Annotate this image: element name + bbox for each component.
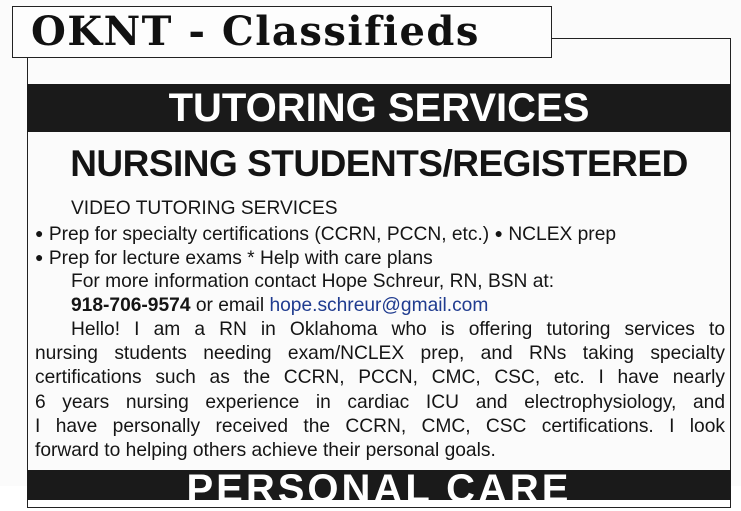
paragraph-line: forward to helping others achieve their personal goals. bbox=[35, 439, 496, 461]
email-prefix: or email bbox=[195, 294, 265, 316]
bullet-icon: ● bbox=[494, 225, 503, 242]
bullet-line-1 bbox=[35, 221, 725, 245]
bullet-text-specialty: Prep for specialty certifications (CCRN, PCCN, etc.) bbox=[48, 224, 490, 246]
next-section-banner: PERSONAL CARE bbox=[27, 470, 731, 500]
ad-paragraph bbox=[35, 318, 725, 463]
paragraph-line: I have personally received the CCRN, CMC, CSC certifications. I look bbox=[35, 415, 725, 437]
email-link[interactable]: hope.schreur@gmail.com bbox=[269, 294, 489, 316]
bullet-text-lecture: Prep for lecture exams * Help with care plans bbox=[48, 248, 433, 270]
contact-intro: For more information contact Hope Schreur, RN, BSN at: bbox=[71, 270, 555, 292]
paragraph-line: Hello! I am a RN in Oklahoma who is offering tutoring services to bbox=[71, 318, 725, 340]
contact-line bbox=[35, 294, 725, 318]
ad-headline: NURSING STUDENTS/REGISTERED bbox=[70, 143, 688, 184]
bullet-line-2 bbox=[35, 245, 725, 269]
paragraph-line: certifications such as the CCRN, PCCN, CMC, CSC, etc. I have nearly bbox=[35, 367, 725, 389]
phone-number: 918-706-9574 bbox=[71, 294, 191, 316]
masthead bbox=[12, 6, 552, 58]
masthead-title: OKNT - Classifieds bbox=[31, 8, 480, 55]
ad-body bbox=[35, 197, 725, 463]
bullet-icon: ● bbox=[35, 249, 44, 266]
ad-subhead: VIDEO TUTORING SERVICES bbox=[71, 198, 338, 219]
paragraph-line: 6 years nursing experience in cardiac ICU and electrophysiology, and bbox=[35, 391, 725, 413]
section-banner: TUTORING SERVICES bbox=[27, 84, 731, 132]
bullet-icon: ● bbox=[35, 225, 44, 242]
bullet-text-nclex: NCLEX prep bbox=[508, 224, 617, 246]
paragraph-line: nursing students needing exam/NCLEX prep, and RNs taking specialty bbox=[35, 343, 725, 365]
